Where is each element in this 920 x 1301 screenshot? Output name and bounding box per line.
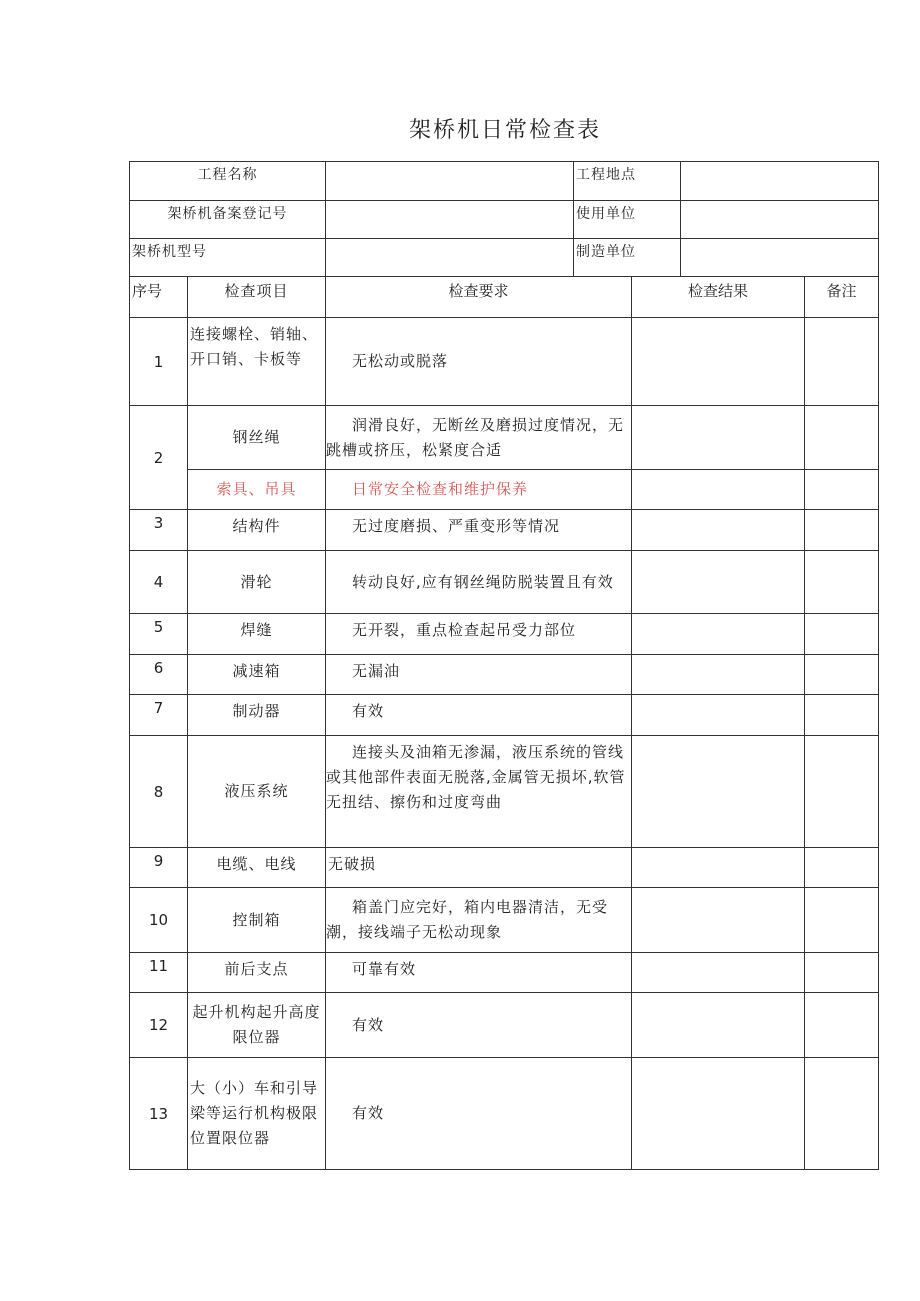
- row-number: 1: [130, 318, 188, 406]
- remark-cell[interactable]: [805, 655, 879, 695]
- table-row: [130, 406, 879, 470]
- row-item: 减速箱: [188, 655, 326, 695]
- result-cell[interactable]: [632, 470, 805, 510]
- page-title: 架桥机日常检查表: [408, 118, 601, 143]
- row-requirement-text: 箱盖门应完好，箱内电器清洁，无受潮，接线端子无松动现象: [326, 898, 609, 941]
- result-cell[interactable]: [632, 953, 805, 993]
- project-info-table: [129, 161, 879, 277]
- result-cell[interactable]: [632, 510, 805, 551]
- row-item: 电缆、电线: [188, 848, 326, 888]
- row-item: 控制箱: [188, 888, 326, 953]
- row-item: 起升机构起升高度限位器: [188, 993, 326, 1058]
- row-requirement-text: 转动良好,应有钢丝绳防脱装置且有效: [352, 572, 614, 591]
- row-requirement: [326, 551, 632, 614]
- row-number: 3: [130, 510, 188, 551]
- table-row: [130, 318, 879, 406]
- result-cell[interactable]: [632, 406, 805, 470]
- row-number: 2: [130, 406, 188, 510]
- user-unit-label: 使用单位: [574, 201, 681, 239]
- result-cell[interactable]: [632, 848, 805, 888]
- row-requirement: 无过度磨损、严重变形等情况: [326, 510, 632, 551]
- row-number: 10: [130, 888, 188, 953]
- remark-cell[interactable]: [805, 848, 879, 888]
- model-label: 架桥机型号: [130, 239, 326, 277]
- remark-cell[interactable]: [805, 318, 879, 406]
- remark-cell[interactable]: [805, 1058, 879, 1170]
- table-row: [130, 953, 879, 993]
- row-requirement-text: 润滑良好，无断丝及磨损过度情况，无跳槽或挤压，松紧度合适: [326, 415, 625, 459]
- remark-cell[interactable]: [805, 510, 879, 551]
- inspection-table: [129, 276, 879, 1170]
- user-unit-field[interactable]: [681, 201, 879, 239]
- remark-cell[interactable]: [805, 953, 879, 993]
- table-row: [130, 695, 879, 736]
- row-item: 焊缝: [188, 614, 326, 655]
- row-number: 11: [130, 953, 188, 993]
- table-header-row: [130, 277, 879, 318]
- row-number: 13: [130, 1058, 188, 1170]
- row-item: 结构件: [188, 510, 326, 551]
- registration-field[interactable]: [326, 201, 574, 239]
- result-cell[interactable]: [632, 695, 805, 736]
- row-number: 5: [130, 614, 188, 655]
- project-location-field[interactable]: [681, 162, 879, 201]
- col-header-item: 检查项目: [188, 277, 326, 318]
- result-cell[interactable]: [632, 888, 805, 953]
- row-number: 6: [130, 655, 188, 695]
- row-number: 8: [130, 736, 188, 848]
- table-row: [130, 470, 879, 510]
- row-item: 连接螺栓、销轴、开口销、卡板等: [188, 318, 326, 406]
- row-item: 前后支点: [188, 953, 326, 993]
- remark-cell[interactable]: [805, 614, 879, 655]
- result-cell[interactable]: [632, 655, 805, 695]
- row-requirement-sub: 日常安全检查和维护保养: [326, 470, 632, 510]
- table-row: [130, 736, 879, 848]
- row-requirement: 可靠有效: [326, 953, 632, 993]
- row-number: 4: [130, 551, 188, 614]
- row-requirement: 无破损: [326, 848, 632, 888]
- project-name-field[interactable]: [326, 162, 574, 201]
- row-requirement: 有效: [326, 993, 632, 1058]
- row-number: 9: [130, 848, 188, 888]
- result-cell[interactable]: [632, 736, 805, 848]
- remark-cell[interactable]: [805, 470, 879, 510]
- table-row: [130, 655, 879, 695]
- row-item-sub: 索具、吊具: [188, 470, 326, 510]
- model-field[interactable]: [326, 239, 574, 277]
- row-item: 钢丝绳: [188, 406, 326, 470]
- result-cell[interactable]: [632, 318, 805, 406]
- table-row: [130, 551, 879, 614]
- project-location-label: 工程地点: [574, 162, 681, 201]
- col-header-remark: 备注: [805, 277, 879, 318]
- row-item: 液压系统: [188, 736, 326, 848]
- row-requirement: 有效: [326, 1058, 632, 1170]
- manufacturer-field[interactable]: [681, 239, 879, 277]
- remark-cell[interactable]: [805, 406, 879, 470]
- row-number: 12: [130, 993, 188, 1058]
- col-header-no: 序号: [130, 277, 188, 318]
- col-header-requirement: 检查要求: [326, 277, 632, 318]
- result-cell[interactable]: [632, 551, 805, 614]
- result-cell[interactable]: [632, 1058, 805, 1170]
- remark-cell[interactable]: [805, 993, 879, 1058]
- remark-cell[interactable]: [805, 551, 879, 614]
- row-requirement: [326, 736, 632, 848]
- table-row: [130, 510, 879, 551]
- row-requirement: [326, 888, 632, 953]
- project-name-label: 工程名称: [130, 162, 326, 201]
- table-row: [130, 848, 879, 888]
- table-row: [130, 614, 879, 655]
- row-requirement: 有效: [326, 695, 632, 736]
- remark-cell[interactable]: [805, 695, 879, 736]
- table-row: [130, 993, 879, 1058]
- table-row: [130, 888, 879, 953]
- remark-cell[interactable]: [805, 736, 879, 848]
- row-requirement-text: 连接头及油箱无渗漏，液压系统的管线或其他部件表面无脱落,金属管无损坏,软管无扭结、擦伤和过度弯曲: [326, 743, 626, 811]
- registration-label: 架桥机备案登记号: [130, 201, 326, 239]
- row-item: 制动器: [188, 695, 326, 736]
- table-row: [130, 1058, 879, 1170]
- remark-cell[interactable]: [805, 888, 879, 953]
- manufacturer-label: 制造单位: [574, 239, 681, 277]
- row-item: 滑轮: [188, 551, 326, 614]
- result-cell[interactable]: [632, 993, 805, 1058]
- row-item: 大（小）车和引导梁等运行机构极限位置限位器: [188, 1058, 326, 1170]
- col-header-result: 检查结果: [632, 277, 805, 318]
- row-requirement: 无松动或脱落: [326, 318, 632, 406]
- row-requirement: 无漏油: [326, 655, 632, 695]
- result-cell[interactable]: [632, 614, 805, 655]
- row-requirement: [326, 406, 632, 470]
- row-number: 7: [130, 695, 188, 736]
- row-requirement: 无开裂，重点检查起吊受力部位: [326, 614, 632, 655]
